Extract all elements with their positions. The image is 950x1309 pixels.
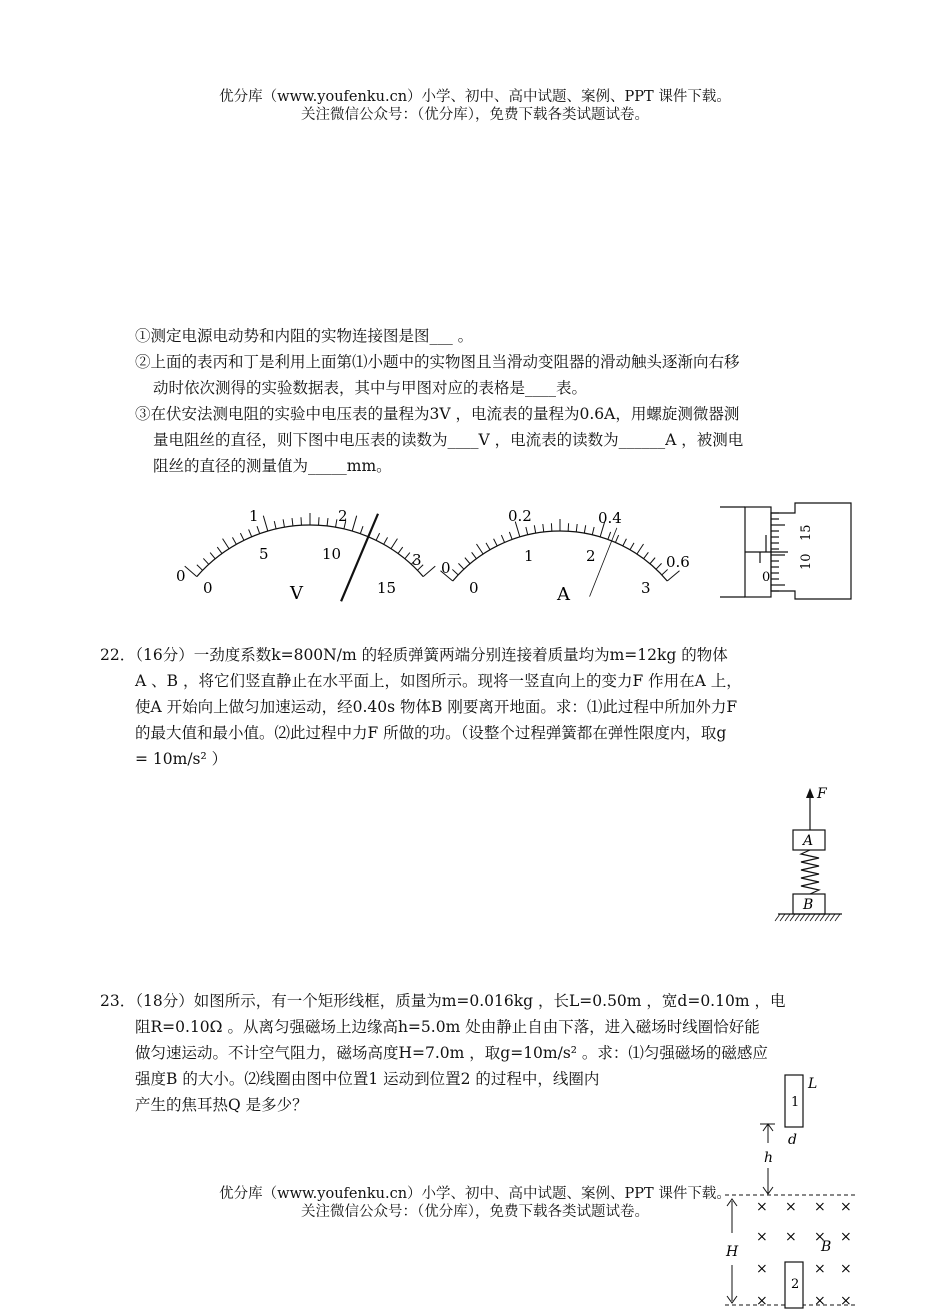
ground-hatch — [805, 914, 810, 921]
q23-line: 强度B 的大小。⑵线圈由图中位置1 运动到位置2 的过程中，线圈内 — [135, 1070, 600, 1088]
ammeter-bottom-label: 3 — [641, 579, 651, 597]
scale-tick — [630, 543, 634, 550]
header-line-2: 关注微信公众号：（优分库），免费下载各类试题试卷。 — [301, 107, 649, 123]
scale-tick — [210, 553, 215, 559]
q21-item-3-line-2: 量电阻丝的直径，则下图中电压表的读数为____V ，电流表的读数为______A ，被测电 — [153, 431, 744, 449]
field-cross-mark: × — [785, 1229, 797, 1245]
q23-line: 阻R=0.10Ω 。从离匀强磁场上边缘高h=5.0m 处由静止自由下落，进入磁场时线圈恰好能 — [135, 1018, 760, 1036]
ground-hatch — [790, 914, 795, 921]
ground-hatch — [830, 914, 835, 921]
field-cross-mark: × — [785, 1199, 797, 1215]
field-b-label: B — [821, 1239, 832, 1255]
q21-item-1: ①测定电源电动势和内阻的实物连接图是图___ 。 — [135, 327, 474, 345]
scale-tick — [608, 532, 611, 540]
scale-tick — [615, 535, 618, 542]
field-cross-mark: × — [814, 1293, 826, 1309]
ammeter-top-label: 0.6 — [666, 553, 690, 571]
scale-tick — [650, 558, 655, 564]
footer-line-1: 优分库（www.youfenku.cn）小学、初中、高中试题、案例、PPT 课件下载。 — [219, 1186, 731, 1202]
field-cross-mark: × — [756, 1261, 768, 1277]
ground-hatch — [820, 914, 825, 921]
q22-text — [100, 642, 855, 772]
ammeter-bottom-label: 1 — [524, 547, 534, 565]
q23-line: 23．（18分）如图所示，有一个矩形线框，质量为m=0.016kg ，长L=0.50m ，宽d=0.10m ，电 — [100, 992, 786, 1010]
field-cross-mark: × — [814, 1229, 826, 1245]
position-2-label: 2 — [791, 1277, 800, 1292]
ammeter-top-label: 0 — [441, 559, 451, 577]
width-label: d — [788, 1132, 797, 1148]
scale-tick — [223, 539, 229, 549]
scale-tick — [249, 529, 252, 536]
scale-tick — [637, 544, 644, 554]
ground-hatch — [825, 914, 830, 921]
q22-line: 22．（16分）一劲度系数k=800N/m 的轻质弹簧两端分别连接着质量均为m=12kg 的物体 — [100, 646, 728, 664]
scale-tick — [292, 518, 293, 526]
field-cross-mark: × — [814, 1199, 826, 1215]
voltmeter-top-label: 2 — [338, 507, 348, 525]
ground-hatch — [835, 914, 840, 921]
scale-tick — [623, 539, 627, 546]
ground-hatch — [795, 914, 800, 921]
scale-tick — [644, 552, 649, 558]
voltmeter-bottom-label: 0 — [203, 579, 213, 597]
scale-tick — [398, 547, 403, 553]
page-header — [0, 88, 950, 124]
scale-tick — [336, 519, 337, 527]
ground-hatch — [775, 914, 780, 921]
height-h-label: h — [764, 1150, 774, 1166]
scale-tick — [423, 566, 435, 576]
ammeter-bottom-label: 0 — [469, 579, 479, 597]
scale-tick — [197, 565, 203, 571]
q21-item-2-line-1: ②上面的表丙和丁是利用上面第⑴小题中的实物图且当滑动变阻器的滑动触头逐渐向右移 — [135, 353, 740, 371]
field-cross-mark: × — [756, 1199, 768, 1215]
block-b-label: B — [803, 897, 814, 913]
q22-line: A 、B ，将它们竖直静止在水平面上，如图所示。现将一竖直向上的变力F 作用在A 上， — [135, 672, 742, 690]
q23-line: 产生的焦耳热Q 是多少？ — [135, 1096, 308, 1114]
scale-tick — [360, 526, 363, 534]
scale-tick — [543, 524, 544, 532]
scale-tick — [274, 521, 276, 529]
scale-tick — [327, 518, 328, 526]
scale-tick — [352, 516, 356, 531]
scale-tick — [263, 516, 267, 531]
q22-spring-figure — [770, 780, 850, 930]
q21-items — [135, 323, 855, 479]
scale-tick — [384, 537, 388, 544]
scale-tick — [667, 571, 679, 581]
voltmeter-unit: V — [290, 583, 303, 604]
scale-tick — [526, 527, 528, 535]
voltmeter — [176, 507, 435, 604]
field-cross-mark: × — [840, 1199, 852, 1215]
micrometer — [720, 503, 851, 599]
voltmeter-top-label: 3 — [412, 551, 422, 569]
ammeter-unit: A — [557, 584, 570, 605]
voltmeter-top-label: 1 — [249, 507, 259, 525]
field-height-label: H — [726, 1244, 739, 1260]
position-1-label: 1 — [791, 1095, 800, 1110]
q21-item-3-line-1: ③在伏安法测电阻的实验中电压表的量程为3V ，电流表的量程为0.6A，用螺旋测微器测 — [135, 405, 740, 423]
field-cross-mark: × — [756, 1293, 768, 1309]
ground-hatch — [800, 914, 805, 921]
micrometer-sleeve-label: 0 — [762, 570, 771, 585]
scale-tick — [465, 558, 470, 564]
field-cross-mark: × — [840, 1261, 852, 1277]
page-footer — [0, 1185, 950, 1221]
scale-tick — [584, 525, 585, 533]
force-label: F — [817, 786, 827, 802]
scale-tick — [257, 526, 260, 534]
scale-tick — [240, 533, 244, 540]
q22-line: = 10m/s² ） — [135, 750, 228, 768]
scale-tick — [405, 553, 410, 559]
q21-item-3-line-3: 阻丝的直径的测量值为_____mm。 — [153, 457, 392, 475]
length-label: L — [808, 1076, 818, 1092]
scale-tick — [472, 552, 477, 558]
scale-tick — [185, 566, 197, 576]
field-cross-mark: × — [814, 1261, 826, 1277]
voltmeter-top-label: 0 — [176, 567, 186, 585]
scale-tick — [656, 563, 661, 569]
ammeter-top-label: 0.2 — [508, 507, 532, 525]
scale-tick — [486, 543, 490, 550]
ammeter — [440, 507, 689, 605]
scale-tick — [391, 539, 397, 549]
voltmeter-bottom-label: 15 — [377, 579, 397, 597]
scale-tick — [452, 569, 458, 574]
q21-item-2-line-2: 动时依次测得的实验数据表，其中与甲图对应的表格是____表。 — [153, 379, 588, 397]
scale-tick — [376, 533, 380, 540]
scale-tick — [592, 527, 594, 535]
ammeter-top-label: 0.4 — [598, 509, 622, 527]
field-cross-mark: × — [840, 1293, 852, 1309]
scale-tick — [458, 563, 463, 569]
field-cross-mark: × — [840, 1229, 852, 1245]
micrometer-thimble-label: 15 — [799, 524, 814, 541]
meter-figures — [0, 495, 950, 615]
block-a-label: A — [803, 833, 814, 849]
header-line-1: 优分库（www.youfenku.cn）小学、初中、高中试题、案例、PPT 课件下载。 — [219, 89, 731, 105]
ground-hatch — [815, 914, 820, 921]
ground-hatch — [780, 914, 785, 921]
scale-tick — [476, 544, 483, 554]
scale-tick — [232, 537, 236, 544]
ammeter-bottom-label: 2 — [586, 547, 596, 565]
voltmeter-bottom-label: 5 — [259, 545, 269, 563]
scale-tick — [576, 524, 577, 532]
voltmeter-bottom-label: 10 — [322, 545, 342, 563]
q22-line: 的最大值和最小值。⑵此过程中力F 所做的功。（设整个过程弹簧都在弹性限度内，取g — [135, 724, 727, 742]
field-cross-mark: × — [756, 1229, 768, 1245]
footer-line-2: 关注微信公众号：（优分库），免费下载各类试题试卷。 — [301, 1204, 649, 1220]
ground-hatch — [785, 914, 790, 921]
ground-hatch — [810, 914, 815, 921]
micrometer-thimble-label: 10 — [799, 553, 814, 570]
scale-tick — [534, 525, 535, 533]
scale-tick — [509, 532, 512, 540]
voltmeter-needle — [341, 514, 378, 602]
scale-tick — [494, 539, 498, 546]
scale-tick — [203, 558, 208, 564]
scale-tick — [217, 547, 222, 553]
scale-tick — [283, 519, 284, 527]
scale-tick — [501, 535, 504, 542]
q23-line: 做匀速运动。不计空气阻力，磁场高度H=7.0m ，取g=10m/s² 。求：⑴匀强磁场的磁感应 — [135, 1044, 768, 1062]
q22-line: 使A 开始向上做匀加速运动，经0.40s 物体B 刚要离开地面。求：⑴此过程中所加外力F — [135, 698, 738, 716]
